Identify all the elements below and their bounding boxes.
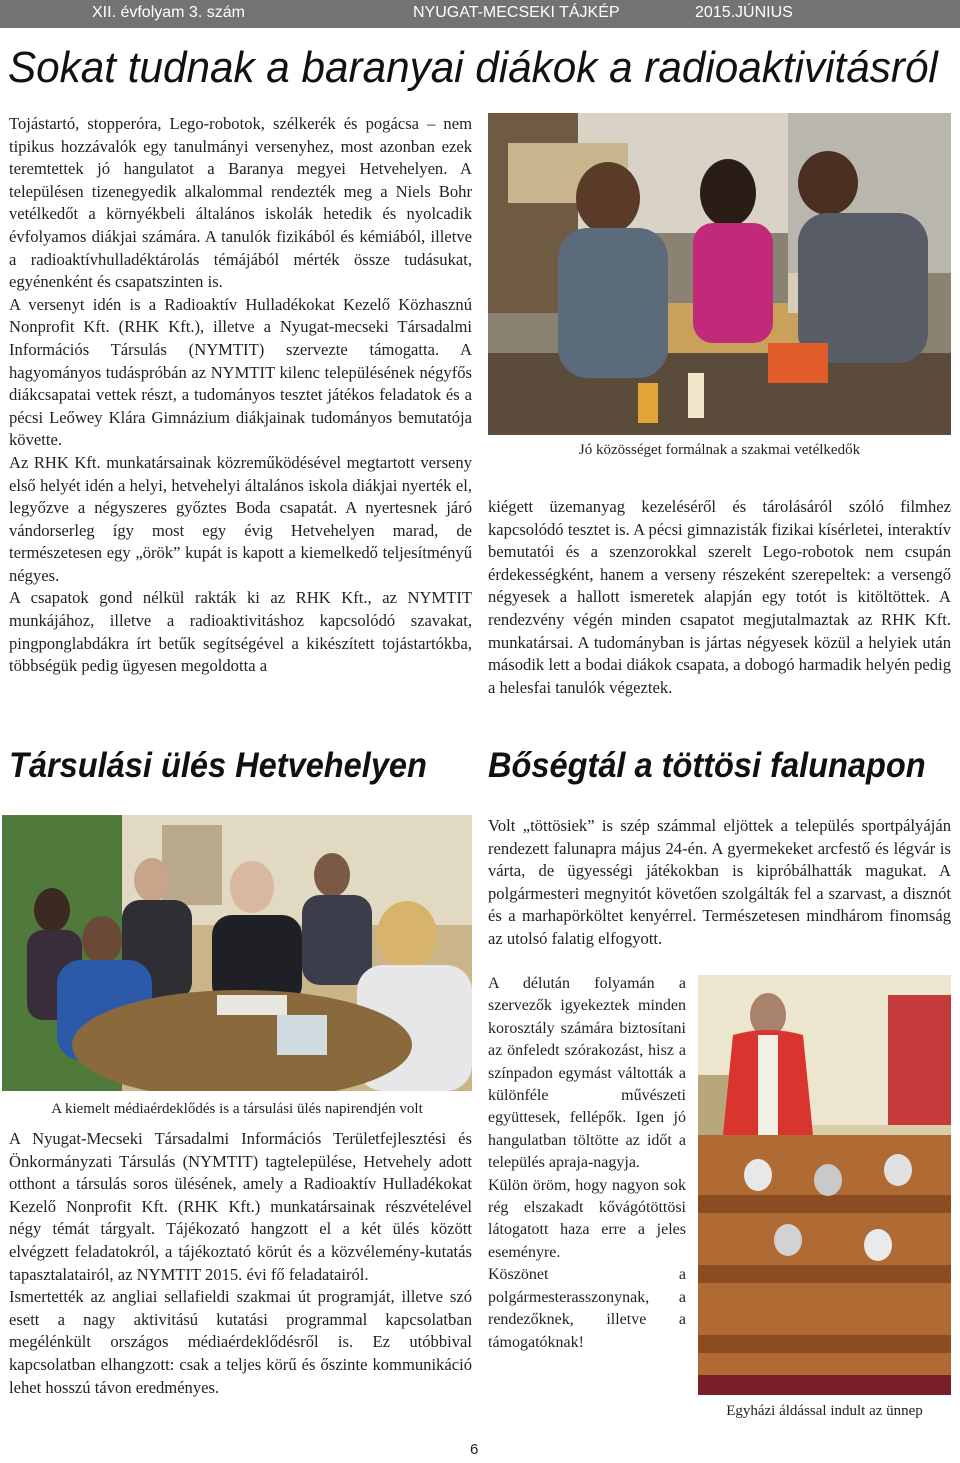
issue-date: 2015.JÚNIUS (695, 4, 793, 21)
publication-name: NYUGAT-MECSEKI TÁJKÉP (413, 4, 620, 21)
article2-paragraph: Ismertették az angliai sellafieldi szakmai út programját, illetve szó esett a nagy aktivitású kutatási programmal kapcsolatban megélénkült országos médiaérdeklődésről is. Ez utóbbival kapcsolatban elhangzott: csak a teljes körű és őszinte kommunikáció lehet hosszú távon eredményes. (9, 1287, 472, 1397)
article3-title: Bőségtál a töttösi falunapon (488, 746, 926, 785)
article3-side-paragraph: Köszönet a polgármesterasszonynak, a rendezőknek, illetve a támogatóknak! (488, 1266, 686, 1351)
article1-continuation (488, 496, 951, 699)
meeting-photo (2, 815, 472, 1091)
students-photo (488, 113, 951, 435)
students-photo-image (488, 113, 951, 435)
meeting-photo-image (2, 815, 472, 1091)
page-number: 6 (470, 1441, 479, 1458)
article3-paragraph: Volt „töttösiek” is szép számmal eljöttek a település sportpályáján rendezett falunapra május 24-én. A gyermekeket arcfestő és légvár is várta, de ügyességi játékokban is kipróbálhatták magukat. A polgármesteri megnyitót követően szolgálták fel a szarvast, a disznót és a marhapörköltet kenyérrel. Természetesen mindhárom finomság az utolsó falatig elfogyott. (488, 816, 951, 948)
meeting-photo-caption: A kiemelt médiaérdeklődés is a társulási ülés napirendjén volt (51, 1101, 423, 1117)
issue-label: XII. évfolyam 3. szám (92, 4, 245, 21)
article1-continuation-text: kiégett üzemanyag kezeléséről és tárolásáról szóló filmhez kapcsolódó tesztet is. A pécsi gimnazisták fizikai kísérletei, interaktív bemutatói és a szenzorokkal szerelt Lego-robotok nem csupán érdekességként, hanem a verseny részeként szerepeltek: a versengő négyesek a hallott ismeretek alapján egy totót is kitöltöttek. A rendezvény végén minden csapatot megjutalmaztak az RHK Kft. munkatársai. A tudományban is jártas négyesek közül a helyiek után második lett a bodai diákok csapata, a dobogó harmadik helyén pedig a helesfai tanulók végeztek. (488, 497, 951, 697)
church-photo-caption: Egyházi áldással indult az ünnep (726, 1403, 923, 1419)
students-photo-caption: Jó közösséget formálnak a szakmai vetélkedők (578, 442, 861, 458)
article3-side-paragraph: Külön öröm, hogy nagyon sok rég elszakadt kővágótöttösi látogatott haza erre a jeles eseményre. (488, 1176, 686, 1261)
article3-side-paragraph: A délután folyamán a szervezők igyekeztek minden korosztály számára biztosítani az önfeledt szórakozást, hisz a színpadon egymást váltották a különféle művészeti együttesek, fellépők. Igen jó hangulatban töltötte az időt a település apraja-nagyja. (488, 975, 686, 1172)
article1-paragraph: Az RHK Kft. munkatársainak közreműködésével megtartott verseny első helyét idén a helyi, hetvehelyi általános iskola diákjai nyerték el, legyőzve a négyszeres győztes Boda csapatát. A nyertesnek járó vándorserleg így most egy évig Hetvehelyen marad, de természetesen egy „örök” kupát is kapott a kiemelkedő teljesítményű négyes. (9, 452, 472, 585)
article3-body (488, 815, 951, 951)
article1-paragraph: A versenyt idén is a Radioaktív Hulladékokat Kezelő Közhasznú Nonprofit Kft. (RHK Kft.), illetve a Nyugat-mecseki Társadalmi Információs Társulás (NYMTIT) szervezte támogatta. A hagyományos tudáspróbán az NYMTIT kilenc településének négyfős diákcsapatai vettek részt, a tudományos tesztet játékos feladatok és a pécsi Leőwey Klára Gimnázium diákjainak tudományos bemutatója követte. (9, 294, 472, 450)
article2-paragraph: A Nyugat-Mecseki Társadalmi Információs Területfejlesztési és Önkormányzati Társulás (NYMTIT) tagtelepülése, Hetvehely adott otthont a társulás soros ülésének, amely a Radioaktív Hulladékokat Kezelő Nonprofit Kft. (RHK Kft.) munkatársainak részvételével négy témát tárgyalt. Tájékozató hangzott el a két ülés között elvégzett feladatokról, a tájékoztató körút és a közvélemény-kutatás tapasztalatairól, az NYMTIT 2015. évi fő feladatairól. (9, 1129, 472, 1284)
article-title: Sokat tudnak a baranyai diákok a radioaktivitásról (8, 43, 938, 92)
article2-body (9, 1128, 472, 1399)
article3-side-column (488, 973, 686, 1354)
church-photo-image (698, 975, 951, 1395)
article1-paragraph: Tojástartó, stopperóra, Lego-robotok, szélkerék és pogácsa – nem tipikus hozzávalók egy tanulmányi versenyhez, most azonban ezek teremtettek jó hangulatot a Baranya megyei Hetvehelyen. A településen tizenegyedik alkalommal rendezték meg a Niels Bohr vetélkedőt a környékbeli általános iskolák hetedik és nyolcadik évfolyamos diákjai számára. A tanulók fizikából és kémiából, illetve a radioaktívhulladéktárolás témájából mérték össze tudásukat, egyénenként és csapatszinten is. (9, 114, 472, 292)
article1-paragraph: A csapatok gond nélkül rakták ki az RHK Kft., az NYMTIT munkájához, illetve a radioaktivitáshoz kapcsolódó szavakat, pingponglabdákra írt betűk segítségével a kikészített tojástartókba, többségük pedig ügyesen megoldotta a (9, 588, 472, 676)
church-photo (698, 975, 951, 1395)
article2-title: Társulási ülés Hetvehelyen (9, 746, 427, 785)
article1-body (9, 113, 472, 678)
page-header (0, 0, 960, 28)
